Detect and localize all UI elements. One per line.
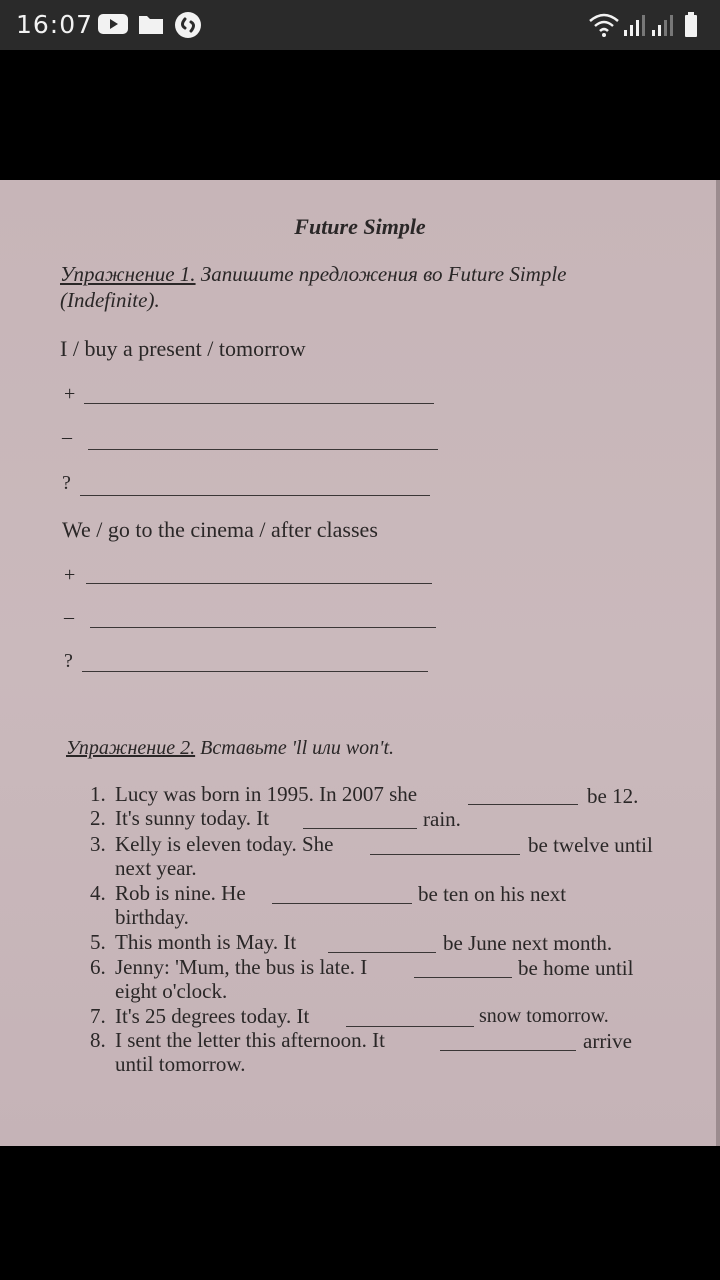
exercise2-item-tail: be ten on his next bbox=[418, 882, 567, 906]
exercise1-heading bbox=[60, 262, 567, 287]
answer-line bbox=[440, 1050, 576, 1051]
shazam-icon bbox=[174, 12, 202, 44]
answer-line bbox=[272, 903, 412, 904]
answer-line bbox=[88, 449, 438, 450]
exercise2-item-number: 1. bbox=[90, 782, 106, 806]
answer-line bbox=[414, 977, 512, 978]
answer-line bbox=[468, 804, 578, 805]
exercise2-item-tail: arrive bbox=[583, 1029, 632, 1053]
exercise2-item-text: It's sunny today. It bbox=[115, 806, 270, 830]
answer-line bbox=[328, 952, 436, 953]
battery-icon bbox=[685, 12, 697, 37]
sign-question: ? bbox=[64, 650, 73, 672]
exercise1-prompt-1: I / buy a present / tomorrow bbox=[60, 336, 306, 361]
exercise2-item-text: This month is May. It bbox=[115, 930, 297, 954]
sign-minus: – bbox=[62, 426, 72, 448]
worksheet-photo[interactable] bbox=[0, 180, 720, 1146]
exercise2-item-cont: until tomorrow. bbox=[115, 1052, 246, 1076]
exercise2-item-number: 2. bbox=[90, 806, 106, 830]
answer-line bbox=[303, 828, 417, 829]
answer-line bbox=[86, 583, 432, 584]
exercise2-item-text: Rob is nine. He bbox=[115, 881, 246, 905]
exercise1-prompt-2: We / go to the cinema / after classes bbox=[62, 517, 378, 542]
sign-plus: + bbox=[64, 564, 76, 586]
answer-line bbox=[82, 671, 428, 672]
signal-icon-2 bbox=[652, 15, 673, 36]
exercise1-instruction: Запишите предложения во Future Simple bbox=[195, 262, 567, 286]
exercise2-item-number: 5. bbox=[90, 930, 106, 954]
exercise2-item-tail: snow tomorrow. bbox=[479, 1005, 609, 1027]
exercise2-item-text: Lucy was born in 1995. In 2007 she bbox=[115, 782, 418, 806]
exercise2-item-text: Kelly is eleven today. She bbox=[115, 832, 334, 856]
answer-line bbox=[90, 627, 436, 628]
exercise2-item-cont: eight o'clock. bbox=[115, 979, 228, 1003]
exercise2-heading bbox=[66, 737, 394, 760]
exercise2-item-text: I sent the letter this afternoon. It bbox=[115, 1028, 385, 1052]
status-time: 16:07 bbox=[16, 10, 94, 39]
worksheet-title: Future Simple bbox=[294, 214, 426, 239]
exercise2-item-number: 8. bbox=[90, 1028, 106, 1052]
wifi-icon bbox=[590, 15, 618, 37]
status-bar bbox=[0, 0, 720, 50]
exercise2-item-text: Jenny: 'Mum, the bus is late. I bbox=[115, 955, 368, 979]
exercise2-item-tail: be June next month. bbox=[443, 931, 613, 955]
status-right-icons bbox=[588, 12, 706, 38]
exercise2-item-tail: be twelve until bbox=[528, 833, 653, 857]
folder-icon bbox=[138, 12, 164, 40]
exercise1-instruction-cont: (Indefinite). bbox=[60, 288, 160, 312]
exercise2-item-cont: next year. bbox=[115, 856, 197, 880]
sign-question: ? bbox=[62, 472, 71, 494]
answer-line bbox=[84, 403, 434, 404]
answer-line bbox=[346, 1026, 474, 1027]
viewer-background bbox=[0, 1146, 720, 1280]
exercise1-label: Упражнение 1. bbox=[60, 262, 196, 286]
exercise2-label: Упражнение 2. bbox=[66, 737, 196, 759]
sign-minus: – bbox=[64, 606, 74, 628]
exercise2-instruction: Вставьте 'll или won't. bbox=[195, 737, 395, 759]
exercise2-item-text: It's 25 degrees today. It bbox=[115, 1004, 310, 1028]
exercise2-item-number: 7. bbox=[90, 1004, 106, 1028]
exercise2-item-number: 3. bbox=[90, 832, 106, 856]
youtube-icon bbox=[98, 12, 128, 40]
exercise2-item-tail: rain. bbox=[423, 807, 461, 831]
exercise2-item-tail: be 12. bbox=[587, 784, 639, 808]
exercise2-item-cont: birthday. bbox=[115, 905, 189, 929]
paper-edge bbox=[716, 180, 720, 1146]
sign-plus: + bbox=[64, 383, 76, 405]
exercise2-item-tail: be home until bbox=[518, 956, 634, 980]
exercise2-item-number: 4. bbox=[90, 881, 106, 905]
answer-line bbox=[370, 854, 520, 855]
signal-icon bbox=[624, 15, 645, 36]
answer-line bbox=[80, 495, 430, 496]
exercise2-item-number: 6. bbox=[90, 955, 106, 979]
